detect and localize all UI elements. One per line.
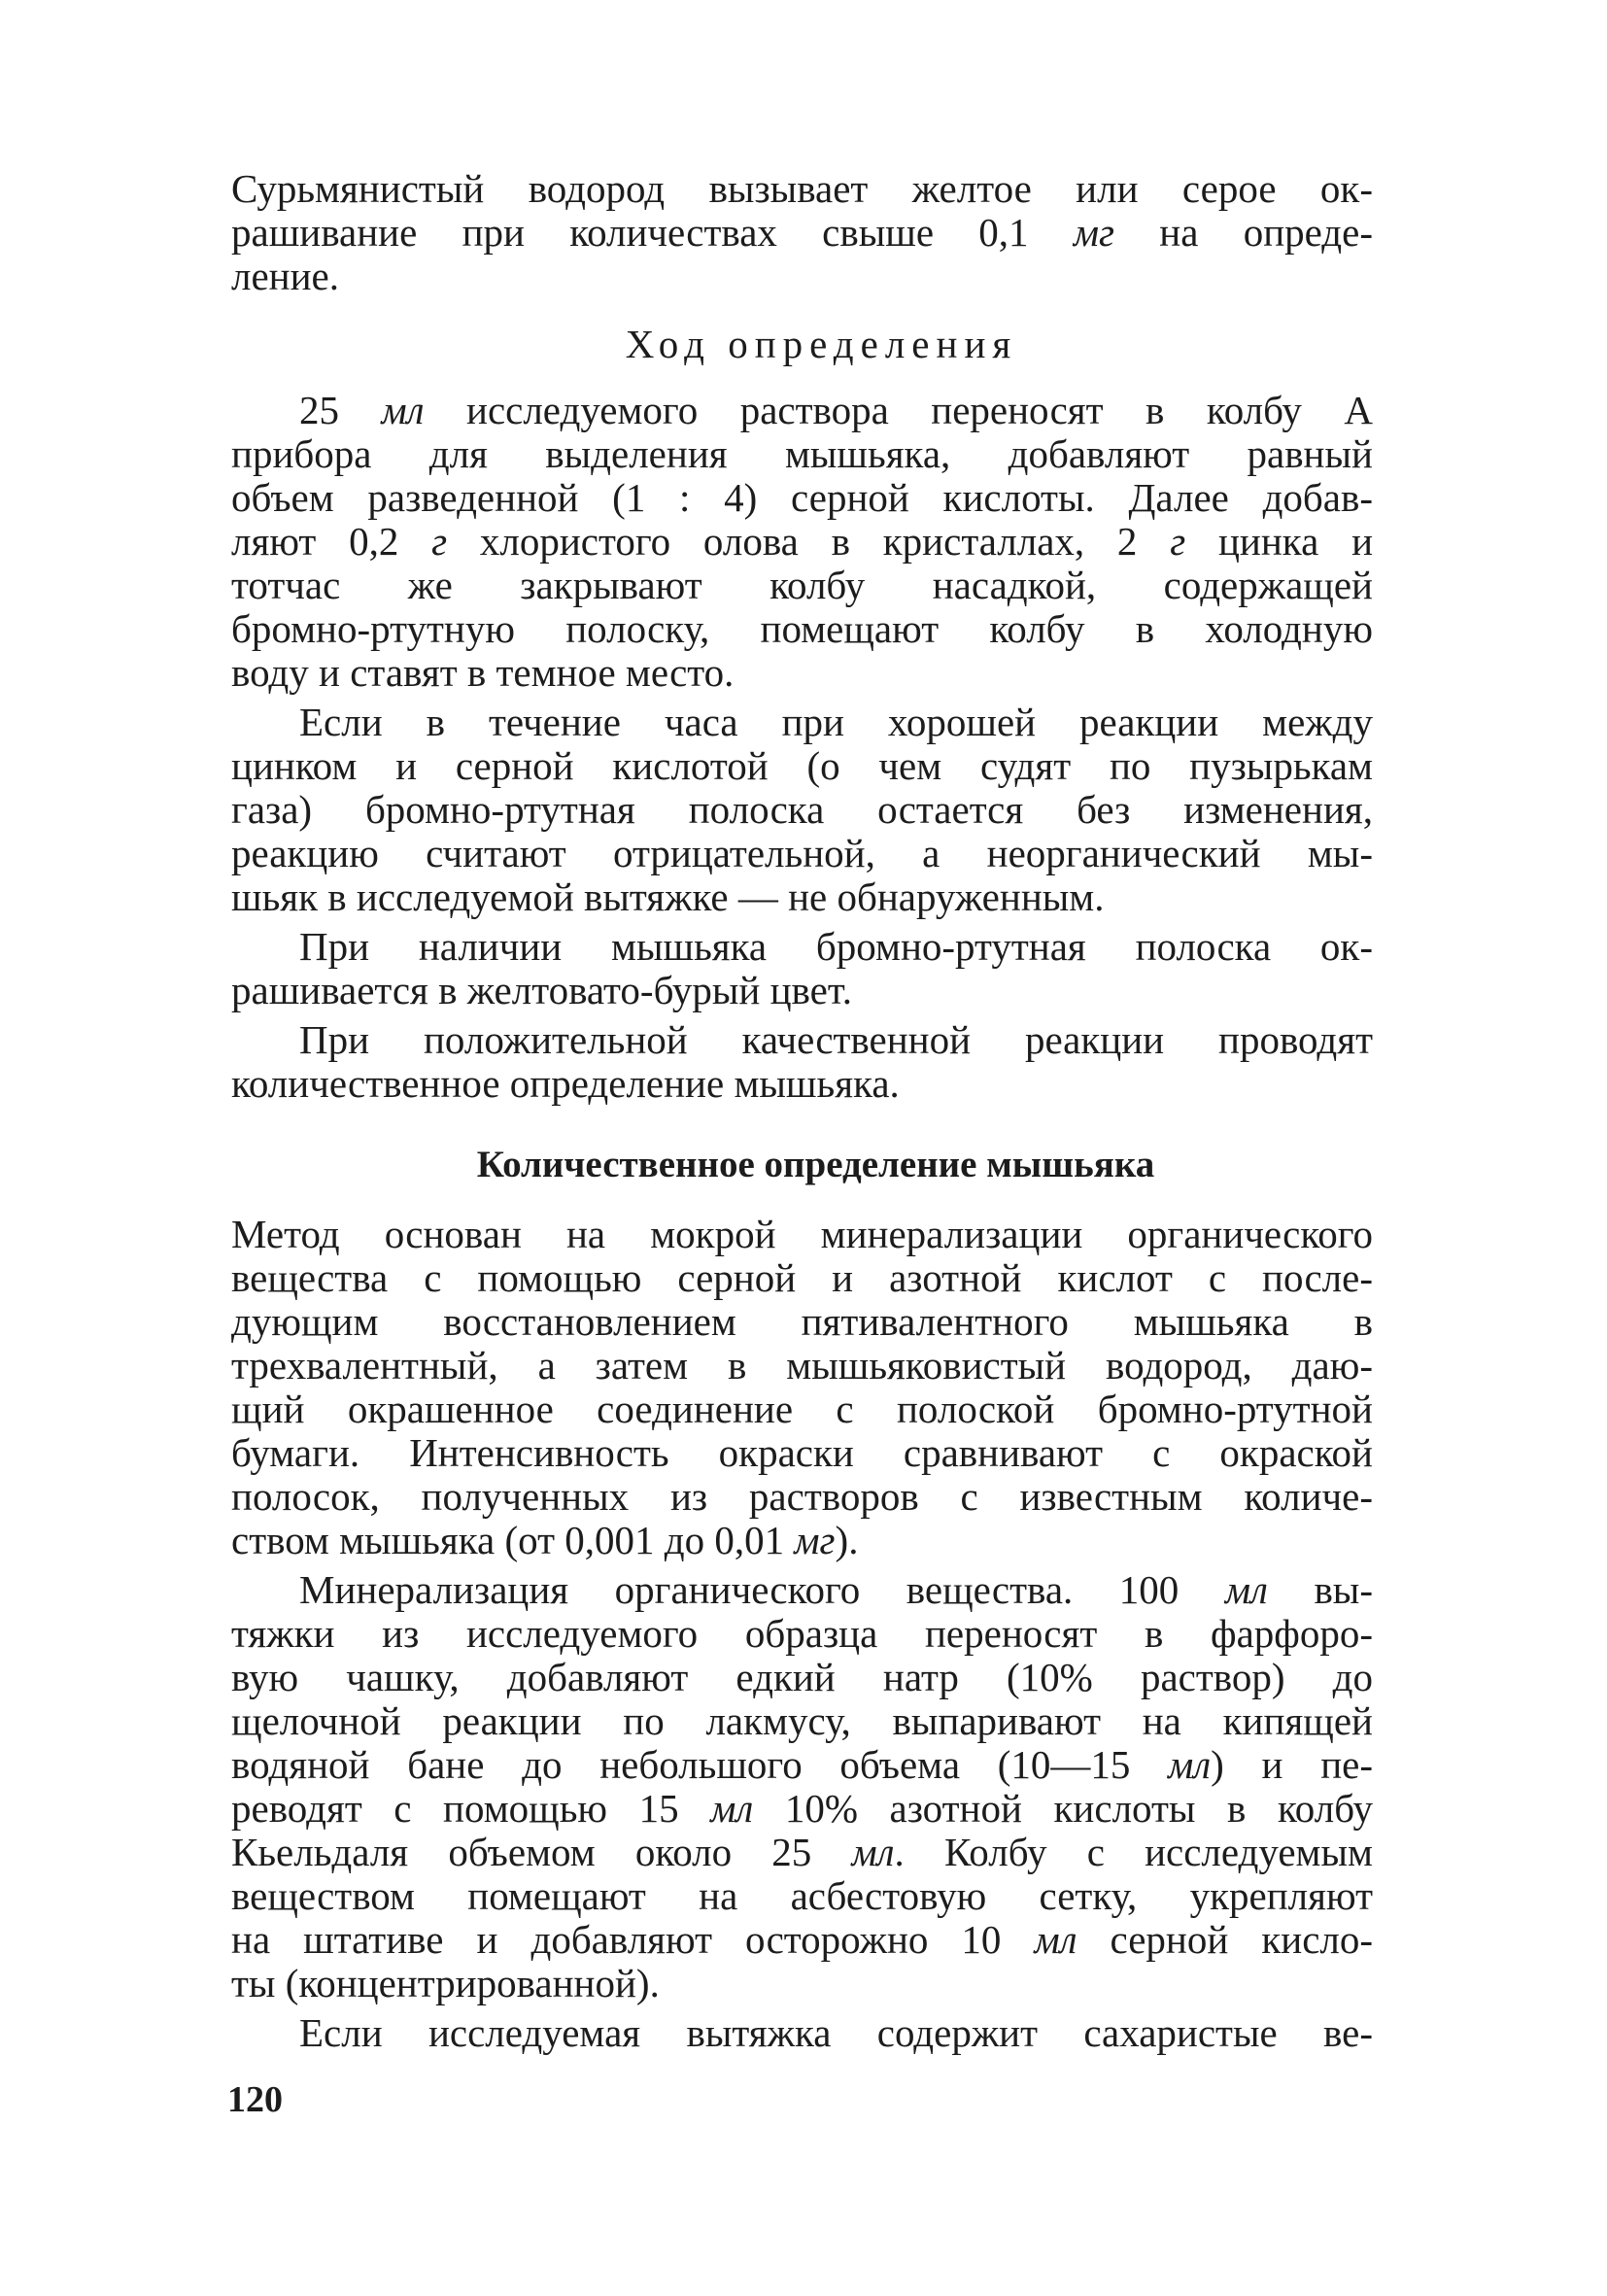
text-line: воду и ставят в темное место. [231,650,735,695]
text-line: вую чашку, добавляют едкий натр (10% раствор) до [231,1655,1373,1699]
text-line: ством мышьяка (от 0,001 до 0,01 мг). [231,1518,859,1562]
text-line: ты (концентрированной). [231,1961,660,2005]
unit-ml: мл [851,1830,895,1874]
procedure-paragraph-4 [231,1018,1373,1106]
text-line: полосок, полученных из растворов с известным количе- [231,1474,1373,1519]
unit-ml: мл [710,1786,754,1831]
text-line: Сурьмянистый водород вызывает желтое или серое ок- [231,166,1373,211]
unit-ml: мл [1168,1742,1212,1787]
procedure-paragraph-1 [231,389,1373,695]
section-heading-quantitative: Количественное определение мышьяка [476,1144,1155,1185]
text-line: При положительной качественной реакции проводят [299,1017,1373,1062]
text-line: рашивание при количествах свыше 0,1 мг на опреде- [231,210,1374,255]
quantitative-paragraph-2 [231,1568,1373,2005]
text-line: прибора для выделения мышьяка, добавляют равный [231,431,1373,476]
text-line: водяной бане до небольшого объема (10—15 мл) и пе- [231,1742,1374,1787]
text-line: веществом помещают на асбестовую сетку, укрепляют [231,1873,1373,1918]
text-line: объем разведенной (1 : 4) серной кислоты. Далее добав- [231,475,1373,520]
section-heading-procedure: Ход определения [625,322,1018,366]
unit-mg: мг [1073,210,1115,255]
quantitative-paragraph-3 [231,2011,1373,2055]
unit-g: г [1170,519,1186,564]
text-line: Если в течение часа при хорошей реакции между [299,700,1373,744]
text-line: Если исследуемая вытяжка содержит сахаристые ве- [299,2010,1373,2055]
unit-ml: мл [1034,1917,1077,1962]
text-line: шьяк в исследуемой вытяжке — не обнаруженным. [231,874,1105,919]
text-line: ление. [231,254,339,298]
page-number: 120 [227,2079,283,2120]
text-line: тяжки из исследуемого образца переносят в фарфоро- [231,1611,1373,1656]
text-line: бромно-ртутную полоску, помещают колбу в холодную [231,606,1373,651]
unit-ml: мл [381,388,425,432]
intro-paragraph [231,167,1373,298]
text-line: тотчас же закрывают колбу насадкой, содержащей [231,563,1373,607]
text-line: щий окрашенное соединение с полоской бромно-ртутной [231,1387,1373,1431]
text-line: реакцию считают отрицательной, а неорганический мы- [231,831,1373,875]
unit-g: г [431,519,448,564]
page-text-block [231,167,1373,2055]
text-line: на штативе и добавляют осторожно 10 мл серной кисло- [231,1917,1374,1962]
text-line: количественное определение мышьяка. [231,1061,900,1106]
text-line: газа) бромно-ртутная полоска остается без изменения, [231,787,1373,832]
text-line: 25 мл исследуемого раствора переносят в колбу А [299,388,1373,432]
procedure-paragraph-3 [231,925,1373,1012]
quantitative-paragraph-1 [231,1213,1373,1562]
text-line: щелочной реакции по лакмусу, выпаривают на кипящей [231,1698,1373,1743]
text-line: рашивается в желтовато-бурый цвет. [231,968,852,1012]
text-line: вещества с помощью серной и азотной кислот с после- [231,1255,1373,1300]
procedure-paragraph-2 [231,701,1373,919]
text-line: реводят с помощью 15 мл 10% азотной кислоты в колбу [231,1786,1373,1831]
text-line: При наличии мышьяка бромно-ртутная полоска ок- [299,924,1373,969]
text-line: трехвалентный, а затем в мышьяковистый водород, даю- [231,1343,1373,1388]
text-line: дующим восстановлением пятивалентного мышьяка в [231,1299,1373,1344]
text-line: Метод основан на мокрой минерализации органического [231,1212,1373,1256]
text-line: цинком и серной кислотой (о чем судят по пузырькам [231,743,1373,788]
text-line: бумаги. Интенсивность окраски сравнивают с окраской [231,1430,1373,1475]
text-line: Минерализация органического вещества. 100 мл вы- [299,1567,1374,1612]
text-line: ляют 0,2 г хлористого олова в кристаллах, 2 г цинка и [231,519,1374,564]
unit-ml: мл [1224,1567,1268,1612]
unit-mg: мг [794,1518,836,1562]
text-line: Кьельдаля объемом около 25 мл. Колбу с исследуемым [231,1830,1373,1874]
